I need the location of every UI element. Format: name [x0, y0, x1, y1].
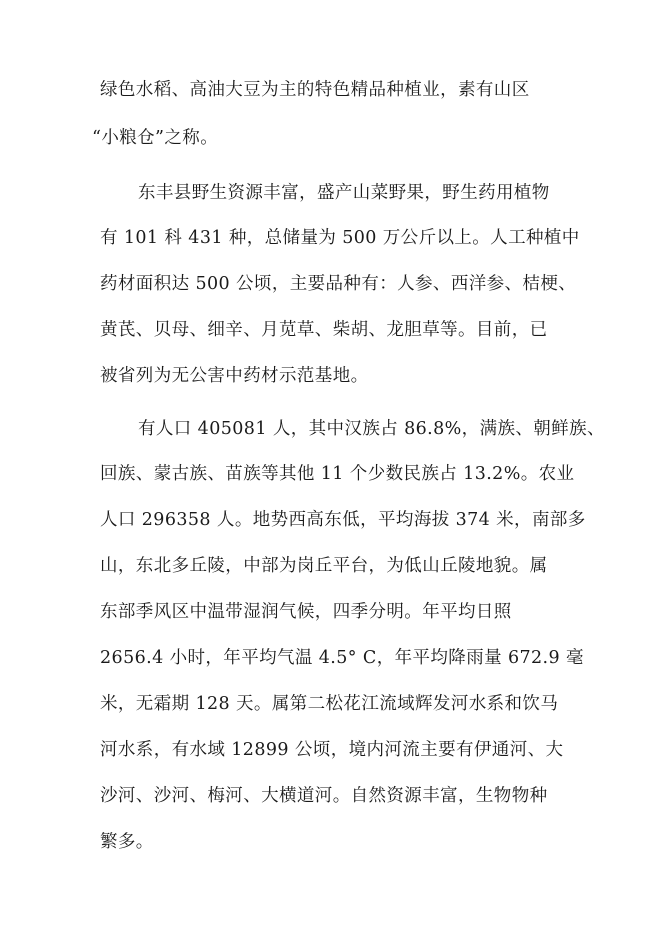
text-line: 人口 296358 人。地势西高东低，平均海拔 374 米，南部多	[100, 510, 586, 530]
text-line: 东部季风区中温带湿润气候，四季分明。年平均日照	[100, 602, 512, 622]
text-line: 河水系，有水域 12899 公顷，境内河流主要有伊通河、大	[100, 740, 564, 760]
text-line: 回族、蒙古族、苗族等其他 11 个少数民族占 13.2%。农业	[100, 464, 575, 484]
text-line: 米，无霜期 128 天。属第二松花江流域辉发河水系和饮马	[100, 694, 559, 714]
text-line: “小粮仓”之称。	[92, 128, 219, 148]
text-line: 繁多。	[100, 832, 154, 852]
text-line: 被省列为无公害中药材示范基地。	[100, 366, 369, 386]
text-line: 山，东北多丘陵，中部为岗丘平台，为低山丘陵地貌。属	[100, 556, 548, 576]
text-line: 2656.4 小时，年平均气温 4.5° C，年平均降雨量 672.9 毫	[100, 648, 584, 668]
text-line: 绿色水稻、高油大豆为主的特色精品种植业，素有山区	[100, 80, 530, 100]
text-line: 沙河、沙河、梅河、大横道河。自然资源丰富，生物物种	[100, 786, 548, 806]
text-line: 有人口 405081 人，其中汉族占 86.8%，满族、朝鲜族、	[138, 419, 605, 439]
text-line: 东丰县野生资源丰富，盛产山菜野果，野生药用植物	[138, 183, 550, 203]
text-line: 黄芪、贝母、细辛、月苋草、柴胡、龙胆草等。目前，已	[100, 320, 548, 340]
text-line: 药材面积达 500 公顷，主要品种有：人参、西洋参、桔梗、	[100, 274, 577, 294]
text-line: 有 101 科 431 种，总储量为 500 万公斤以上。人工种植中	[100, 228, 580, 248]
